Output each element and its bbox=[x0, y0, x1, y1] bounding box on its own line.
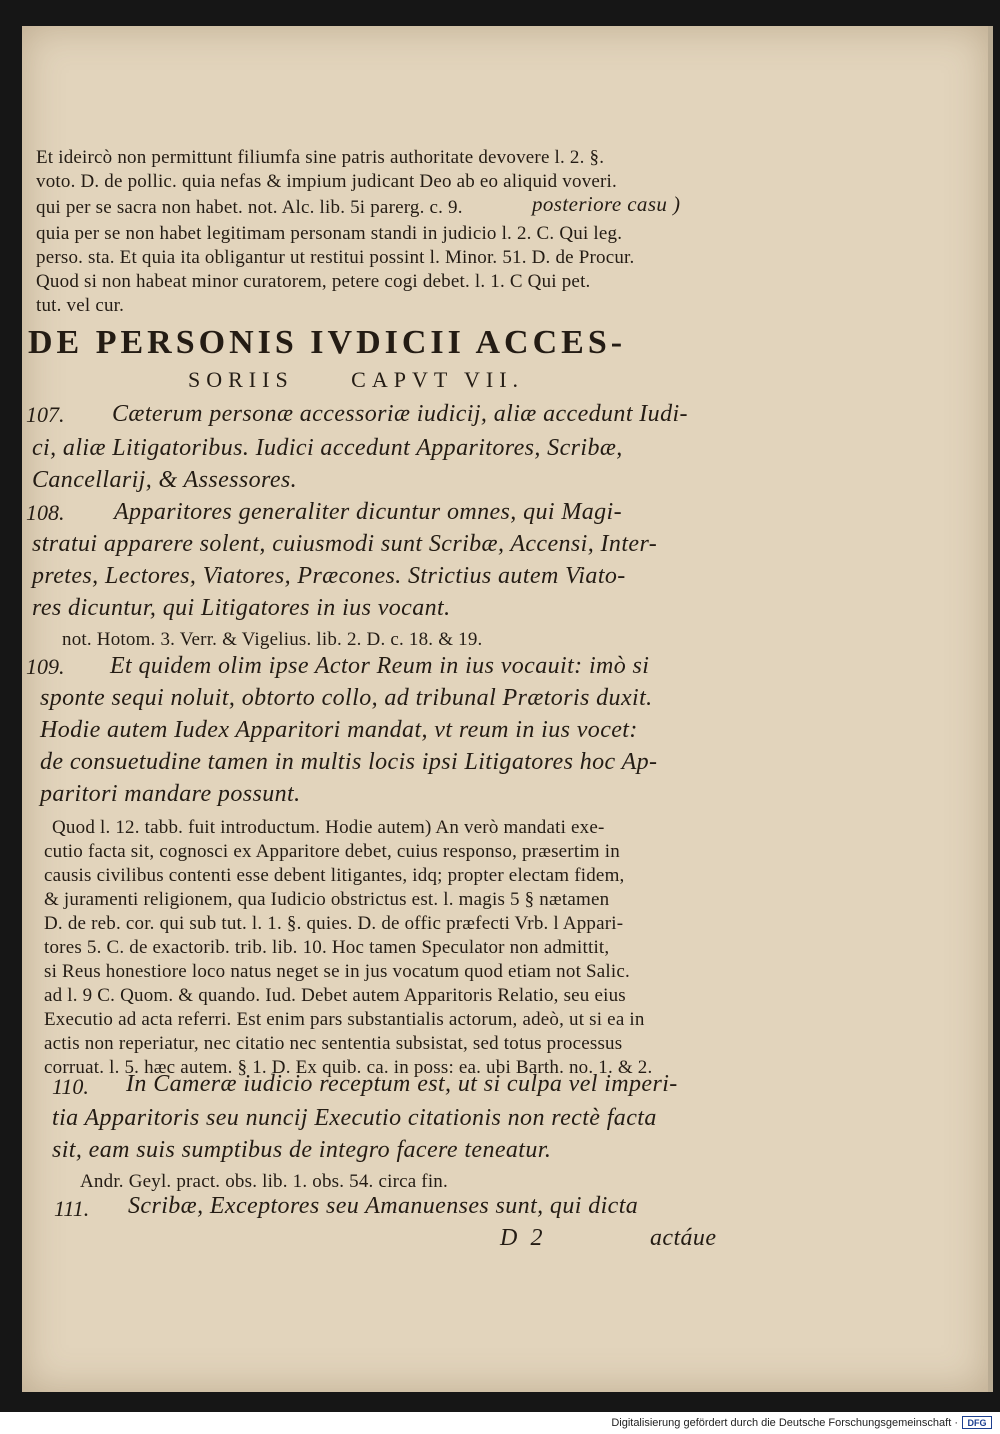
dfg-logo-icon: DFG bbox=[962, 1416, 992, 1429]
footer-bar bbox=[0, 1412, 1000, 1434]
paragraph-line: Apparitores generaliter dicuntur omnes, qui Magi- bbox=[114, 499, 622, 525]
paragraph-line: sponte sequi noluit, obtorto collo, ad tribunal Prætoris duxit. bbox=[40, 685, 653, 711]
paragraph-line: de consuetudine tamen in multis locis ipsi Litigatores hoc Ap- bbox=[40, 749, 658, 775]
text-line: tut. vel cur. bbox=[36, 295, 125, 316]
paragraph-line: Scribæ, Exceptores seu Amanuenses sunt, qui dicta bbox=[128, 1193, 639, 1219]
paragraph-line: Cancellarij, & Assessores. bbox=[32, 467, 298, 493]
paragraph-line: Cæterum personæ accessoriæ iudicij, aliæ accedunt Iudi- bbox=[112, 401, 688, 427]
paragraph-line: In Cameræ iudicio receptum est, ut si culpa vel imperi- bbox=[126, 1071, 678, 1097]
commentary-line: cutio facta sit, cognosci ex Apparitore debet, cuius responso, præsertim in bbox=[44, 841, 620, 862]
reference-note: not. Hotom. 3. Verr. & Vigelius. lib. 2. D. c. 18. & 19. bbox=[62, 629, 483, 650]
commentary-line: Executio ad acta referri. Est enim pars substantialis actorum, adeò, ut si ea in bbox=[44, 1009, 645, 1030]
paragraph-line: res dicuntur, qui Litigatores in ius vocant. bbox=[32, 595, 451, 621]
paragraph-line: sit, eam suis sumptibus de integro facere teneatur. bbox=[52, 1137, 552, 1163]
text-line: quia per se non habet legitimam personam standi in judicio l. 2. C. Qui leg. bbox=[36, 223, 623, 244]
commentary-line: corruat. l. 5. hæc autem. § 1. D. Ex quib. ca. in poss: ea. ubi Barth. no. 1. & 2. bbox=[44, 1057, 653, 1078]
commentary-line: Quod l. 12. tabb. fuit introductum. Hodie autem) An verò mandati exe- bbox=[52, 817, 605, 838]
paragraph-line: tia Apparitoris seu nuncij Executio citationis non rectè facta bbox=[52, 1105, 657, 1131]
reference-note: Andr. Geyl. pract. obs. lib. 1. obs. 54. circa fin. bbox=[80, 1171, 448, 1192]
text-line: perso. sta. Et quia ita obligantur ut restitui possint l. Minor. 51. D. de Procur. bbox=[36, 247, 635, 268]
paragraph-line: pretes, Lectores, Viatores, Præcones. Strictius autem Viato- bbox=[32, 563, 626, 589]
paragraph-number: 107. bbox=[26, 402, 65, 427]
commentary-line: D. de reb. cor. qui sub tut. l. 1. §. quies. D. de offic præfecti Vrb. l Appari- bbox=[44, 913, 624, 934]
document-page bbox=[22, 26, 988, 1392]
commentary-line: si Reus honestiore loco natus neget se in jus vocatum quod etiam not Salic. bbox=[44, 961, 630, 982]
catchword: actáue bbox=[650, 1225, 717, 1251]
paragraph-number: 109. bbox=[26, 654, 65, 679]
commentary-line: actis non reperiatur, nec citatio nec sententia subsistat, sed totus processus bbox=[44, 1033, 623, 1054]
paragraph-number: 110. bbox=[52, 1074, 89, 1099]
paragraph-number: 108. bbox=[26, 500, 65, 525]
paragraph-line: stratui apparere solent, cuiusmodi sunt Scribæ, Accensi, Inter- bbox=[32, 531, 658, 557]
paragraph-line: Et quidem olim ipse Actor Reum in ius vocauit: imò si bbox=[110, 653, 650, 679]
text-line: Quod si non habeat minor curatorem, petere cogi debet. l. 1. C Qui pet. bbox=[36, 271, 591, 292]
commentary-line: tores 5. C. de exactorib. trib. lib. 10. Hoc tamen Speculator non admittit, bbox=[44, 937, 610, 958]
commentary-line: causis civilibus contenti esse debent litigantes, idq; propter electam fidem, bbox=[44, 865, 625, 886]
footer-credit: Digitalisierung gefördert durch die Deutsche Forschungsgemeinschaft · bbox=[611, 1417, 958, 1429]
chapter-heading: DE PERSONIS IVDICII ACCES- bbox=[28, 324, 627, 361]
paragraph-line: paritori mandare possunt. bbox=[40, 781, 301, 807]
paragraph-number: 111. bbox=[54, 1196, 90, 1221]
text-line: voto. D. de pollic. quia nefas & impium judicant Deo ab eo aliquid voveri. bbox=[36, 171, 617, 192]
paragraph-line: Hodie autem Iudex Apparitori mandat, vt reum in ius vocet: bbox=[40, 717, 638, 743]
text-line: qui per se sacra non habet. not. Alc. lib. 5i parerg. c. 9. bbox=[36, 197, 463, 218]
signature-mark: D 2 bbox=[500, 1225, 543, 1251]
text-line-italic: posteriore casu ) bbox=[532, 192, 681, 216]
commentary-line: & juramenti religionem, qua Iudicio obstrictus est. l. magis 5 § nætamen bbox=[44, 889, 610, 910]
paragraph-line: ci, aliæ Litigatoribus. Iudici accedunt Apparitores, Scribæ, bbox=[32, 435, 623, 461]
text-line: Et ideircò non permittunt filiumfa sine patris authoritate devovere l. 2. §. bbox=[36, 147, 605, 168]
commentary-line: ad l. 9 C. Quom. & quando. Iud. Debet autem Apparitoris Relatio, seu eius bbox=[44, 985, 626, 1006]
chapter-subheading: SORIIS CAPVT VII. bbox=[188, 367, 525, 392]
